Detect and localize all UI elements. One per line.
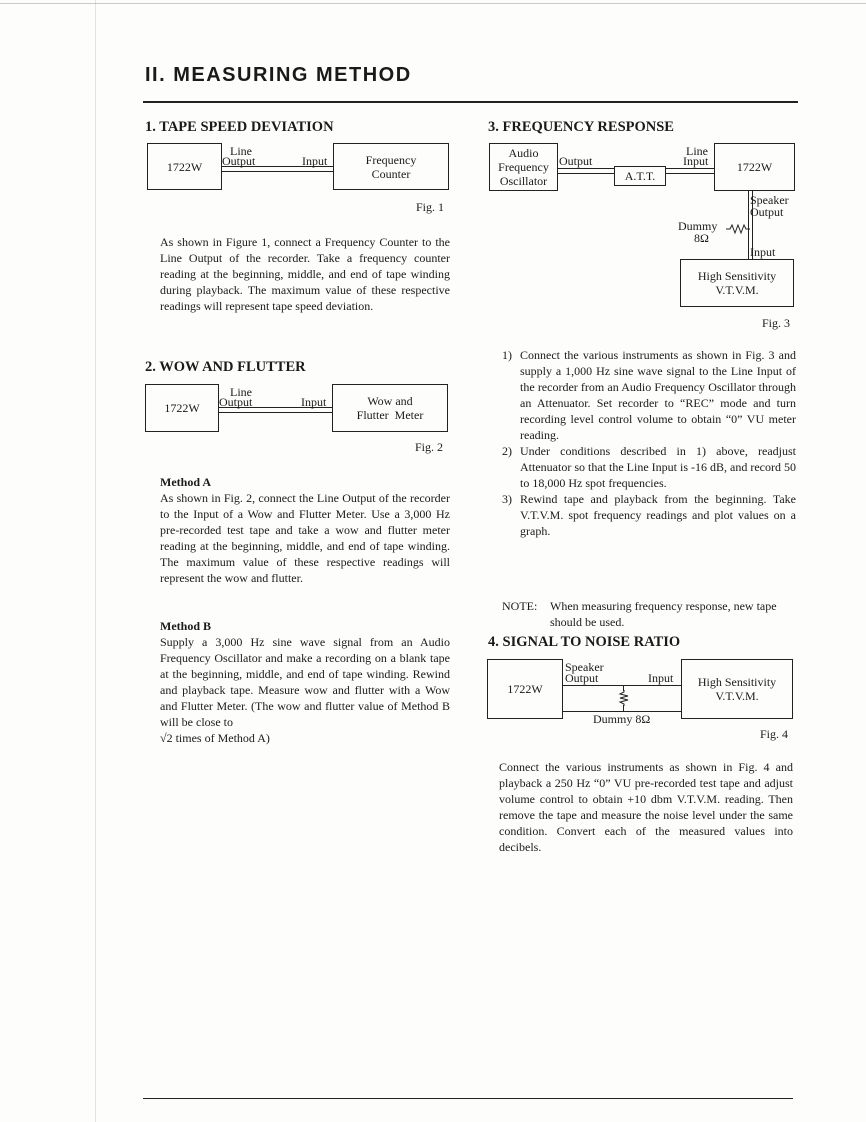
fig3-osc-line3: Oscillator bbox=[499, 174, 548, 188]
step-text: Connect the various instruments as shown in Fig. 3 and supply a 1,000 Hz sine wave signal to the Line Input of the recorder from an Audio Frequency Oscillator through an Attenuator. Set recorder to “REC” mode and turn recording level control volume to obtain “0” VU meter reading. bbox=[520, 348, 796, 442]
step-number: 3) bbox=[502, 492, 512, 506]
section-4-heading: 4. SIGNAL TO NOISE RATIO bbox=[488, 634, 681, 650]
fig4-vtvm-line1: High Sensitivity bbox=[697, 675, 777, 689]
fig2-meter-line1: Wow and bbox=[367, 394, 413, 408]
fig2-meter-line2: Flutter Meter bbox=[356, 408, 424, 422]
fig3-wire-att-dev-top bbox=[666, 168, 714, 169]
method-b-title: Method B bbox=[160, 619, 211, 633]
fig2-device-box: 1722W bbox=[145, 384, 219, 432]
section-2-heading: 2. WOW AND FLUTTER bbox=[145, 359, 306, 375]
method-b-body bbox=[160, 634, 450, 746]
fig2-input-label: Input bbox=[301, 395, 327, 409]
fig3-caption: Fig. 3 bbox=[762, 316, 791, 330]
fig3-dummy-label: Dummy bbox=[678, 219, 718, 233]
fig1-caption: Fig. 1 bbox=[416, 200, 445, 214]
scan-noise-top bbox=[0, 3, 866, 4]
fig3-input-label: Input bbox=[683, 154, 709, 168]
fig4-wire-top bbox=[563, 685, 681, 686]
fig2-line-label: Line bbox=[230, 385, 252, 399]
fig3-speaker-label: Speaker bbox=[750, 193, 789, 207]
method-b-text: Supply a 3,000 Hz sine wave signal from an Audio Frequency Oscillator and make a recording on a blank tape at the beginning, middle, and end of tape winding. Rewind and playback tape. Measure wow and flutter with a Wow and Flutter Meter. (The wow and flutter value of Method B will be close to bbox=[160, 635, 450, 729]
method-a-body: As shown in Fig. 2, connect the Line Output of the recorder to the Input of a Wow and Flutter Meter. Use a 3,000 Hz pre-recorded test tape and take a wow and flutter meter reading at the beginning, middle, and end of tape winding. The maximum value of these respective readings will represent the wow and flutter. bbox=[160, 491, 450, 585]
fig1-line-label: Line bbox=[230, 144, 252, 158]
step-number: 2) bbox=[502, 444, 512, 458]
fig3-att-box: A.T.T. bbox=[614, 166, 666, 186]
note-label: NOTE: bbox=[502, 599, 538, 613]
fig2-output-label: Output bbox=[219, 395, 253, 409]
section-1-heading: 1. TAPE SPEED DEVIATION bbox=[145, 119, 334, 135]
step-text: Under conditions described in 1) above, readjust Attenuator so that the Line Input is -16 dB, and record 50 to 18,000 Hz spot frequencies. bbox=[520, 444, 796, 490]
fig3-wire-osc-att-bottom bbox=[558, 173, 614, 174]
fig1-input-label: Input bbox=[302, 154, 328, 168]
fig4-input-label: Input bbox=[648, 671, 674, 685]
section-4-body: Connect the various instruments as shown in Fig. 4 and playback a 250 Hz “0” VU pre-recorded test tape and adjust volume control to obtain +10 dbm V.T.V.M. reading. Then remove the tape and measure the noise level under the same condition. Convert each of the measured values into decibels. bbox=[499, 760, 793, 854]
steps-list bbox=[502, 347, 796, 539]
section-3-heading: 3. FREQUENCY RESPONSE bbox=[488, 119, 674, 135]
page-title: II. MEASURING METHOD bbox=[145, 64, 412, 86]
fig3-osc-line2: Frequency bbox=[498, 160, 549, 174]
fig3-device-box: 1722W bbox=[714, 143, 795, 191]
step-item bbox=[502, 443, 796, 491]
fig1-meter-line2: Counter bbox=[371, 166, 411, 181]
fig4-device-box: 1722W bbox=[487, 659, 563, 719]
step-number: 1) bbox=[502, 348, 512, 362]
fig3-line-label: Line bbox=[686, 144, 708, 158]
fig1-device-box: 1722W bbox=[147, 143, 222, 190]
step-item bbox=[502, 347, 796, 443]
fig1-output-label: Output bbox=[222, 154, 256, 168]
fig1-meter-box bbox=[333, 143, 449, 190]
title-rule bbox=[143, 101, 798, 103]
method-a-title: Method A bbox=[160, 475, 211, 489]
fig2-meter-box bbox=[332, 384, 448, 432]
method-b-end: √2 times of Method A) bbox=[160, 731, 270, 745]
step-item bbox=[502, 491, 796, 539]
bottom-rule bbox=[143, 1098, 793, 1099]
section-3-steps bbox=[502, 347, 796, 539]
fig4-vtvm-line2: V.T.V.M. bbox=[715, 689, 759, 703]
fig3-wire-osc-att-top bbox=[558, 168, 614, 169]
fig4-caption: Fig. 4 bbox=[760, 727, 789, 741]
resistor-icon bbox=[726, 222, 750, 236]
fig3-vtvm-input-label: Input bbox=[750, 245, 776, 259]
fig3-output-label: Output bbox=[559, 154, 593, 168]
resistor-icon bbox=[617, 690, 631, 706]
fig3-osc-line1: Audio bbox=[508, 146, 539, 160]
fig3-vtvm-box bbox=[680, 259, 794, 307]
note-text: When measuring frequency response, new tape should be used. bbox=[550, 599, 777, 629]
scan-noise-left bbox=[95, 0, 96, 1122]
fig2-caption: Fig. 2 bbox=[415, 440, 444, 454]
fig3-dummy-value: 8Ω bbox=[694, 231, 709, 245]
fig4-dummy-label: Dummy 8Ω bbox=[593, 712, 651, 726]
step-text: Rewind tape and playback from the beginning. Take V.T.V.M. spot frequency readings and plot values on a graph. bbox=[520, 492, 796, 538]
fig4-vtvm-box bbox=[681, 659, 793, 719]
note-block bbox=[502, 598, 796, 630]
section-1-body: As shown in Figure 1, connect a Frequency Counter to the Line Output of the recorder. Take a frequency counter reading at the beginning, middle, and end of tape winding during playback. The maximum value of these respective readings will represent tape speed deviation. bbox=[160, 235, 450, 313]
fig4-speaker-label: Speaker bbox=[565, 660, 604, 674]
fig2-wire-bottom bbox=[219, 412, 332, 413]
fig3-wire-att-dev-bottom bbox=[666, 173, 714, 174]
fig3-vtvm-line2: V.T.V.M. bbox=[715, 283, 759, 297]
fig1-wire-bottom bbox=[222, 171, 333, 172]
fig4-output-label: Output bbox=[565, 671, 599, 685]
fig3-oscillator-box bbox=[489, 143, 558, 191]
fig3-vtvm-line1: High Sensitivity bbox=[697, 269, 777, 283]
fig1-meter-line1: Frequency bbox=[365, 152, 417, 167]
fig3-speaker-output-label: Output bbox=[750, 205, 784, 219]
